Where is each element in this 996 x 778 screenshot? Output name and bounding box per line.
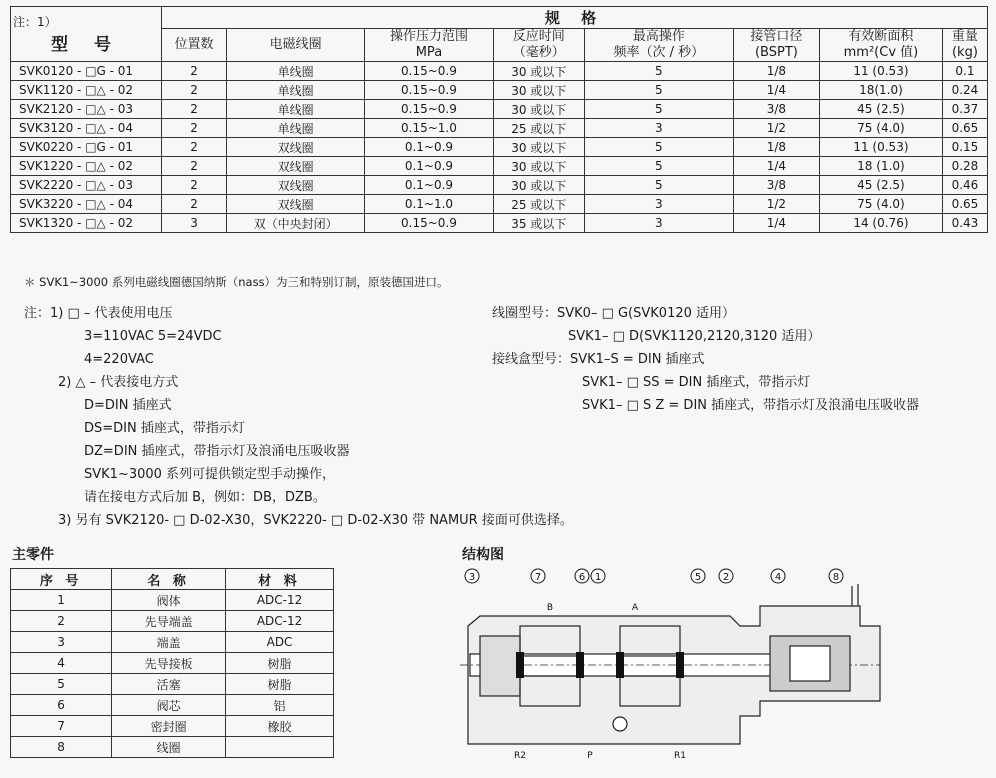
port-label: B [546, 603, 554, 613]
spec-cell: 25 或以下 [493, 195, 584, 214]
model-cell: SVK2220 - □△ - 03 [11, 176, 162, 195]
spec-cell: 2 [162, 62, 227, 81]
spec-cell: 30 或以下 [493, 81, 584, 100]
note-ref: 注：1） [13, 15, 57, 29]
spec-cell: 2 [162, 157, 227, 176]
spec-cell: 75 (4.0) [820, 119, 943, 138]
junction-box-line-2: SVK1– □ SS = DIN 插座式，带指示灯 [582, 375, 811, 390]
spec-cell: 0.15~0.9 [365, 214, 493, 233]
spec-row [11, 138, 988, 157]
note-3: 3) 另有 SVK2120- □ D-02-X30，SVK2220- □ D-02-X30 带 NAMUR 接面可供选择。 [58, 513, 573, 528]
note-1: 注：1) □ – 代表使用电压 [24, 306, 173, 321]
note-2: 2) △ – 代表接电方式 [58, 375, 179, 390]
callout-label: 8 [832, 572, 840, 583]
model-header-label: 型 号 [51, 35, 121, 55]
spec-cell: 0.1~0.9 [365, 138, 493, 157]
parts-cell: 橡胶 [226, 716, 334, 737]
callout-label: 7 [534, 572, 542, 583]
spec-cell: 30 或以下 [493, 100, 584, 119]
spec-col-header: 位置数 [162, 29, 227, 62]
note-2-line-6: 请在接电方式后加 B，例如：DB，DZB。 [84, 490, 326, 505]
parts-row [11, 674, 334, 695]
model-cell: SVK1320 - □△ - 02 [11, 214, 162, 233]
callout-label: 5 [694, 572, 702, 583]
parts-row [11, 653, 334, 674]
spec-cell: 1/4 [733, 214, 819, 233]
spec-cell: 双（中央封闭） [227, 214, 365, 233]
spec-col-header: 重量 (kg) [942, 29, 987, 62]
port-label: R1 [674, 751, 686, 761]
spec-cell: 1/2 [733, 119, 819, 138]
spec-cell: 5 [584, 81, 733, 100]
spec-cell: 双线圈 [227, 138, 365, 157]
spec-cell: 0.1~0.9 [365, 176, 493, 195]
parts-row [11, 737, 334, 758]
spec-cell: 1/8 [733, 62, 819, 81]
spec-cell: 5 [584, 157, 733, 176]
parts-row [11, 611, 334, 632]
spec-cell: 0.43 [942, 214, 987, 233]
spec-table [10, 6, 988, 233]
callout-label: 2 [722, 572, 730, 583]
notes-left [24, 302, 573, 532]
spec-row [11, 214, 988, 233]
parts-row [11, 632, 334, 653]
spec-cell: 0.37 [942, 100, 987, 119]
spec-cell: 3/8 [733, 100, 819, 119]
spec-cell: 0.15~1.0 [365, 119, 493, 138]
parts-cell: ADC [226, 632, 334, 653]
spec-col-header: 反应时间 （毫秒） [493, 29, 584, 62]
spec-cell: 30 或以下 [493, 138, 584, 157]
spec-cell: 30 或以下 [493, 62, 584, 81]
spec-cell: 0.15~0.9 [365, 81, 493, 100]
spec-cell: 双线圈 [227, 157, 365, 176]
model-header [11, 7, 162, 62]
spec-cell: 45 (2.5) [820, 176, 943, 195]
spec-cell: 2 [162, 176, 227, 195]
port-label: A [631, 603, 639, 613]
spec-cell: 5 [584, 100, 733, 119]
spec-row [11, 157, 988, 176]
note-1-line-2: 3=110VAC 5=24VDC [84, 329, 222, 344]
port-label: R2 [514, 751, 526, 761]
spec-cell: 1/8 [733, 138, 819, 157]
note-2-line-5: SVK1~3000 系列可提供锁定型手动操作， [84, 467, 336, 482]
spec-row [11, 81, 988, 100]
junction-box-line-3: SVK1– □ S Z = DIN 插座式，带指示灯及浪涌电压吸收器 [582, 398, 920, 413]
note-2-line-3: DS=DIN 插座式，带指示灯 [84, 421, 245, 436]
junction-box-line-1: 接线盒型号：SVK1–S = DIN 插座式 [492, 352, 705, 367]
spec-cell: 30 或以下 [493, 157, 584, 176]
model-cell: SVK2120 - □△ - 03 [11, 100, 162, 119]
coil-model-line-1: 线圈型号：SVK0– □ G(SVK0120 适用） [492, 306, 736, 321]
spec-cell: 0.1~1.0 [365, 195, 493, 214]
spec-col-header: 有效断面积 mm²(Cv 值) [820, 29, 943, 62]
spec-row [11, 62, 988, 81]
parts-cell: 阀体 [112, 590, 226, 611]
spec-cell: 3 [584, 119, 733, 138]
spec-cell: 0.1~0.9 [365, 157, 493, 176]
spec-col-header: 接管口径 (BSPT) [733, 29, 819, 62]
parts-cell: 7 [11, 716, 112, 737]
spec-cell: 2 [162, 119, 227, 138]
spec-cell: 单线圈 [227, 100, 365, 119]
spec-cell: 2 [162, 81, 227, 100]
spec-row [11, 195, 988, 214]
spec-cell: 2 [162, 138, 227, 157]
port-label: P [587, 751, 593, 761]
parts-cell: 端盖 [112, 632, 226, 653]
parts-cell: ADC-12 [226, 590, 334, 611]
spec-cell: 0.15~0.9 [365, 62, 493, 81]
spec-cell: 5 [584, 138, 733, 157]
spec-cell: 18(1.0) [820, 81, 943, 100]
spec-col-header: 最高操作 频率（次 / 秒） [584, 29, 733, 62]
spec-cell: 3 [162, 214, 227, 233]
spec-cell: 3/8 [733, 176, 819, 195]
spec-cell: 5 [584, 176, 733, 195]
parts-row [11, 590, 334, 611]
parts-cell: 先导接板 [112, 653, 226, 674]
spec-cell: 单线圈 [227, 81, 365, 100]
spec-cell: 双线圈 [227, 176, 365, 195]
spec-cell: 0.15~0.9 [365, 100, 493, 119]
parts-title: 主零件 [12, 547, 54, 563]
parts-cell: 2 [11, 611, 112, 632]
model-cell: SVK3120 - □△ - 04 [11, 119, 162, 138]
spec-cell: 0.24 [942, 81, 987, 100]
model-cell: SVK0220 - □G - 01 [11, 138, 162, 157]
spec-cell: 11 (0.53) [820, 138, 943, 157]
parts-table [10, 568, 334, 758]
spec-cell: 3 [584, 214, 733, 233]
spec-cell: 1/4 [733, 81, 819, 100]
parts-cell: 树脂 [226, 653, 334, 674]
spec-cell: 35 或以下 [493, 214, 584, 233]
spec-cell: 75 (4.0) [820, 195, 943, 214]
coil-model-line-2: SVK1– □ D(SVK1120,2120,3120 适用） [568, 329, 821, 344]
drawing-title: 结构图 [462, 547, 504, 563]
parts-cell: 5 [11, 674, 112, 695]
spec-cell: 单线圈 [227, 119, 365, 138]
parts-cell: 活塞 [112, 674, 226, 695]
spec-cell: 0.15 [942, 138, 987, 157]
callout-label: 1 [594, 572, 602, 583]
note-2-line-4: DZ=DIN 插座式，带指示灯及浪涌电压吸收器 [84, 444, 350, 459]
callout-label: 4 [774, 572, 782, 583]
note-2-line-2: D=DIN 插座式 [84, 398, 172, 413]
parts-cell: 1 [11, 590, 112, 611]
parts-row [11, 716, 334, 737]
spec-row [11, 100, 988, 119]
spec-cell: 0.65 [942, 195, 987, 214]
notes-right [492, 302, 919, 417]
parts-cell: 先导端盖 [112, 611, 226, 632]
spec-cell: 45 (2.5) [820, 100, 943, 119]
spec-cell: 双线圈 [227, 195, 365, 214]
parts-cell: 4 [11, 653, 112, 674]
spec-cell: 0.65 [942, 119, 987, 138]
spec-header: 规 格 [162, 7, 988, 29]
spec-cell: 2 [162, 100, 227, 119]
model-cell: SVK0120 - □G - 01 [11, 62, 162, 81]
model-cell: SVK1220 - □△ - 02 [11, 157, 162, 176]
parts-cell: 密封圈 [112, 716, 226, 737]
spec-cell: 0.28 [942, 157, 987, 176]
spec-cell: 2 [162, 195, 227, 214]
spec-col-header: 电磁线圈 [227, 29, 365, 62]
spec-col-header: 操作压力范围 MPa [365, 29, 493, 62]
footnote: ＊ SVK1~3000 系列电磁线圈德国纳斯（nass）为三和特别订制，原装德国进口。 [24, 275, 449, 289]
parts-row [11, 695, 334, 716]
parts-cell [226, 737, 334, 758]
parts-cell: 6 [11, 695, 112, 716]
spec-cell: 3 [584, 195, 733, 214]
spec-cell: 30 或以下 [493, 176, 584, 195]
spec-cell: 单线圈 [227, 62, 365, 81]
parts-cell: 阀芯 [112, 695, 226, 716]
parts-cell: 铝 [226, 695, 334, 716]
structure-drawing [460, 566, 900, 766]
parts-cell: 8 [11, 737, 112, 758]
parts-cell: ADC-12 [226, 611, 334, 632]
model-cell: SVK3220 - □△ - 04 [11, 195, 162, 214]
spec-cell: 14 (0.76) [820, 214, 943, 233]
parts-cell: 线圈 [112, 737, 226, 758]
spec-cell: 18 (1.0) [820, 157, 943, 176]
spec-row [11, 176, 988, 195]
parts-col-header: 序 号 [11, 569, 112, 590]
spec-cell: 0.1 [942, 62, 987, 81]
spec-cell: 1/2 [733, 195, 819, 214]
parts-col-header: 名 称 [112, 569, 226, 590]
spec-cell: 25 或以下 [493, 119, 584, 138]
parts-cell: 树脂 [226, 674, 334, 695]
spec-cell: 1/4 [733, 157, 819, 176]
parts-cell: 3 [11, 632, 112, 653]
note-1-line-3: 4=220VAC [84, 352, 154, 367]
model-cell: SVK1120 - □△ - 02 [11, 81, 162, 100]
callout-label: 3 [468, 572, 476, 583]
spec-row [11, 119, 988, 138]
callout-label: 6 [578, 572, 586, 583]
parts-col-header: 材 料 [226, 569, 334, 590]
spec-cell: 5 [584, 62, 733, 81]
spec-cell: 11 (0.53) [820, 62, 943, 81]
spec-cell: 0.46 [942, 176, 987, 195]
